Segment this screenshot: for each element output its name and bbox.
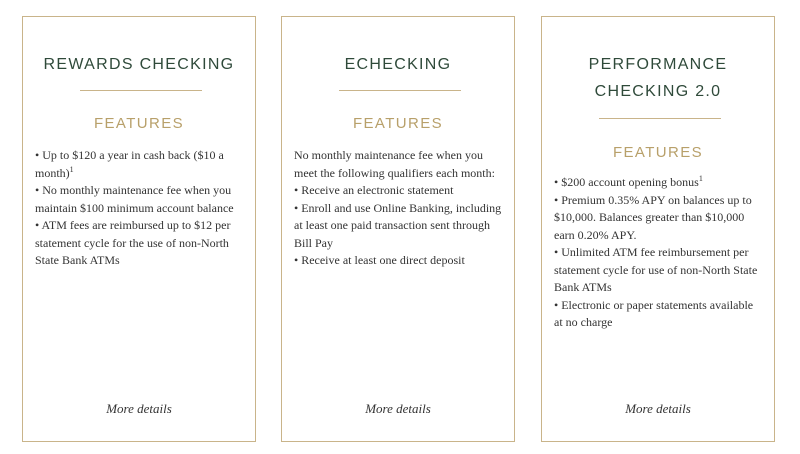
features-list (35, 147, 245, 270)
more-details-link[interactable]: More details (106, 401, 172, 416)
list-item: • Receive an electronic statement (294, 183, 454, 197)
features-heading: FEATURES (93, 115, 185, 132)
card-echecking (281, 16, 515, 442)
list-item: • Receive at least one direct deposit (294, 253, 465, 267)
title-divider (80, 90, 202, 91)
card-title: ECHECKING (344, 56, 452, 73)
list-item: • Enroll and use Online Banking, including at least one paid transaction sent through Bill Pay (294, 200, 502, 250)
features-list (554, 174, 764, 332)
list-item: • $200 account opening bonus$^1$ (554, 174, 703, 189)
title-divider (599, 118, 721, 119)
features-heading: FEATURES (352, 115, 444, 132)
card-performance-checking (541, 16, 775, 442)
list-item: • Up to $120 a year in cash back ($10 a month)$^1$ (35, 148, 224, 180)
title-divider (339, 90, 461, 91)
footnote-marker: 1 (69, 164, 74, 174)
list-item: • No monthly maintenance fee when you maintain $100 minimum account balance (35, 183, 234, 215)
list-item: • Premium 0.35% APY on balances up to $10,000. Balances greater than $10,000 earn 0.20% APY. (554, 192, 752, 242)
list-item: • Unlimited ATM fee reimbursement per statement cycle for use of non-North State Bank ATMs (554, 245, 758, 294)
card-title: PERFORMANCE CHECKING 2.0 (588, 56, 728, 100)
more-details-link[interactable]: More details (625, 401, 691, 416)
card-rewards-checking (22, 16, 256, 442)
list-item: • Electronic or paper statements available at no charge (554, 297, 754, 329)
more-details-link[interactable]: More details (365, 401, 431, 416)
features-list (294, 147, 504, 270)
footnote-marker: 1 (698, 174, 703, 183)
list-item: • ATM fees are reimbursed up to $12 per statement cycle for the use of non-North State Bank ATMs (35, 218, 231, 267)
intro-text: No monthly maintenance fee when you meet the following qualifiers each month: (294, 148, 495, 180)
card-title: REWARDS CHECKING (43, 56, 235, 73)
features-heading: FEATURES (612, 144, 704, 161)
